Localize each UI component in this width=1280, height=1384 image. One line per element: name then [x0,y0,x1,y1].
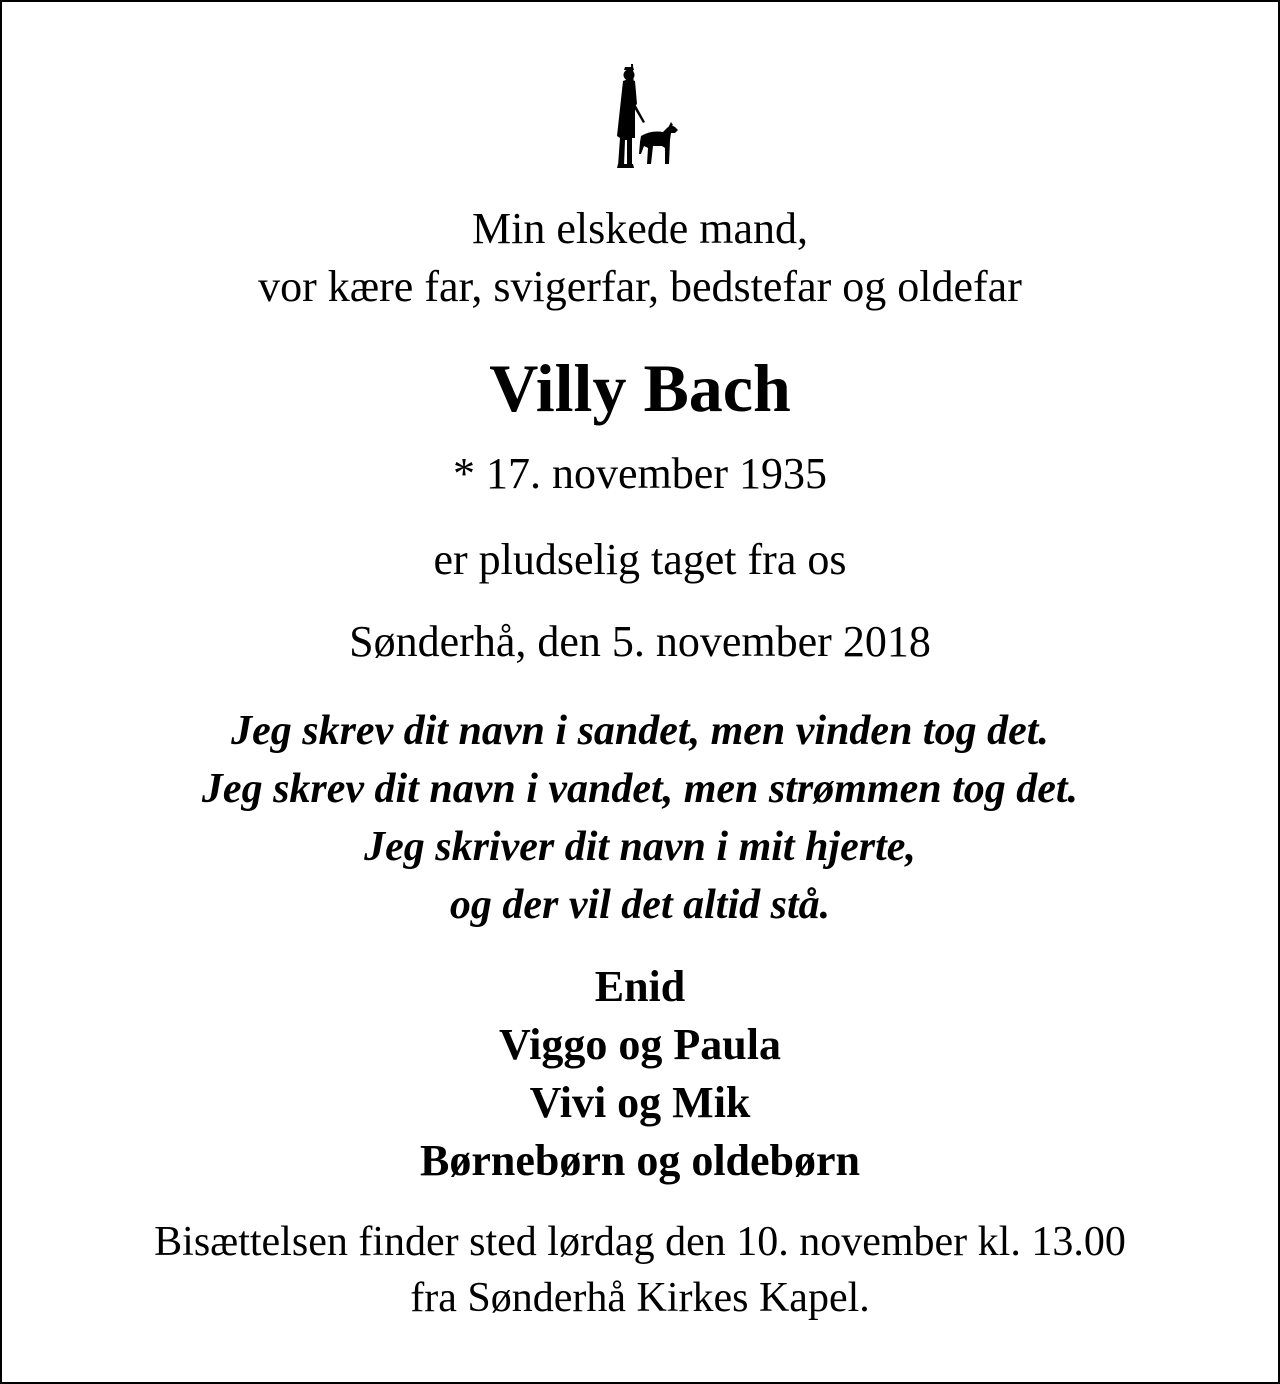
intro-line: Min elskede mand, [471,204,809,253]
family-member: Vivi og Mik [529,1078,751,1127]
memorial-poem [2,702,1278,934]
funeral-info [2,1214,1278,1326]
poem-line: og der vil det altid stå. [449,882,831,928]
deceased-name: Villy Bach [489,350,791,426]
funeral-line: Bisættelsen finder sted lørdag den 10. november kl. 13.00 [154,1219,1126,1265]
family-signatures [2,958,1278,1190]
birth-date: * 17. november 1935 [453,449,827,498]
poem-line: Jeg skrev dit navn i sandet, men vinden tog det. [231,708,1049,754]
intro-text [2,200,1278,316]
family-member: Viggo og Paula [499,1020,781,1069]
poem-line: Jeg skriver dit navn i mit hjerte, [364,824,916,870]
passing-text: er pludselig taget fra os [433,535,847,584]
place-and-date: Sønderhå, den 5. november 2018 [349,617,931,666]
funeral-line: fra Sønderhå Kirkes Kapel. [410,1275,870,1321]
poem-line: Jeg skrev dit navn i vandet, men strømmen tog det. [201,766,1079,812]
intro-line: vor kære far, svigerfar, bedstefar og oldefar [258,262,1022,311]
family-member: Enid [594,962,686,1011]
hunter-with-dog-icon [605,64,681,170]
family-member: Børnebørn og oldebørn [419,1136,861,1185]
